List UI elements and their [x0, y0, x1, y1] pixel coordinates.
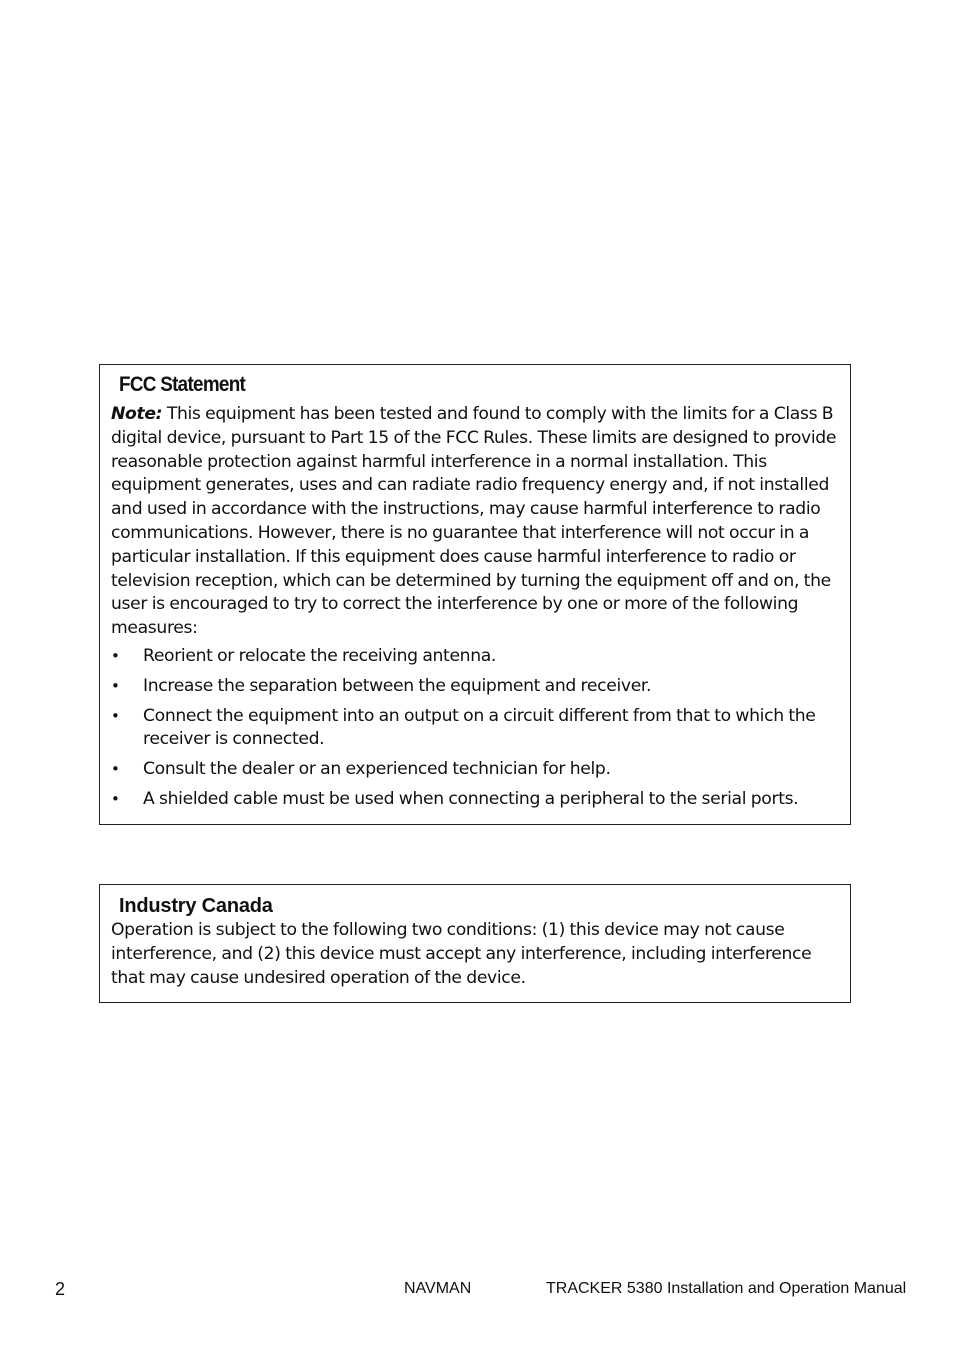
footer-manual-title: TRACKER 5380 Installation and Operation Manual: [546, 1280, 907, 1297]
industry-canada-paragraph: Operation is subject to the following two conditions: (1) this device may not cause interference, and (2) this device must accept any interference, including interference that may cause undesired operation of the device.: [111, 920, 812, 988]
fcc-measures-list: [111, 645, 845, 818]
list-item: [111, 705, 845, 753]
bullet-icon: •: [111, 789, 120, 808]
list-item-text: A shielded cable must be used when connecting a peripheral to the serial ports.: [143, 788, 799, 809]
industry-canada-heading: Industry Canada: [119, 895, 273, 917]
list-item: [111, 758, 845, 782]
fcc-statement-heading: FCC Statement: [119, 373, 246, 396]
list-item: [111, 645, 845, 669]
bullet-icon: •: [111, 760, 120, 779]
footer-brand: NAVMAN: [404, 1280, 472, 1297]
page-number: 2: [55, 1279, 66, 1299]
list-item-text: Increase the separation between the equipment and receiver.: [143, 675, 652, 696]
fcc-statement-box: [99, 364, 851, 825]
bullet-icon: •: [111, 676, 120, 695]
list-item-text: Reorient or relocate the receiving antenna.: [143, 646, 497, 666]
note-label: Note:: [111, 404, 163, 424]
note-text: This equipment has been tested and found to comply with the limits for a Class B digital device, pursuant to Part 15 of the FCC Rules. These limits are designed to provide reasonable protection against harmful interference in a normal installation. This equipment generates, uses and can radiate radio frequency energy and, if not installed and used in accordance with the instructions, may cause harmful interference to radio communications. However, there is no guarantee that interference will not occur in a particular installation. If this equipment does cause harmful interference to radio or television reception, which can be determined by turning the equipment off and on, the user is encouraged to try to correct the interference by one or more of the following measures:: [111, 404, 837, 639]
industry-canada-box: [99, 884, 851, 1003]
list-item-text: Consult the dealer or an experienced technician for help.: [143, 759, 611, 780]
bullet-icon: •: [111, 647, 120, 665]
list-item: [111, 788, 845, 812]
list-item: [111, 675, 845, 699]
fcc-statement-paragraph: [111, 403, 845, 641]
list-item-text: Connect the equipment into an output on a circuit different from that to which the receiver is connected.: [143, 705, 816, 750]
bullet-icon: •: [111, 706, 120, 725]
